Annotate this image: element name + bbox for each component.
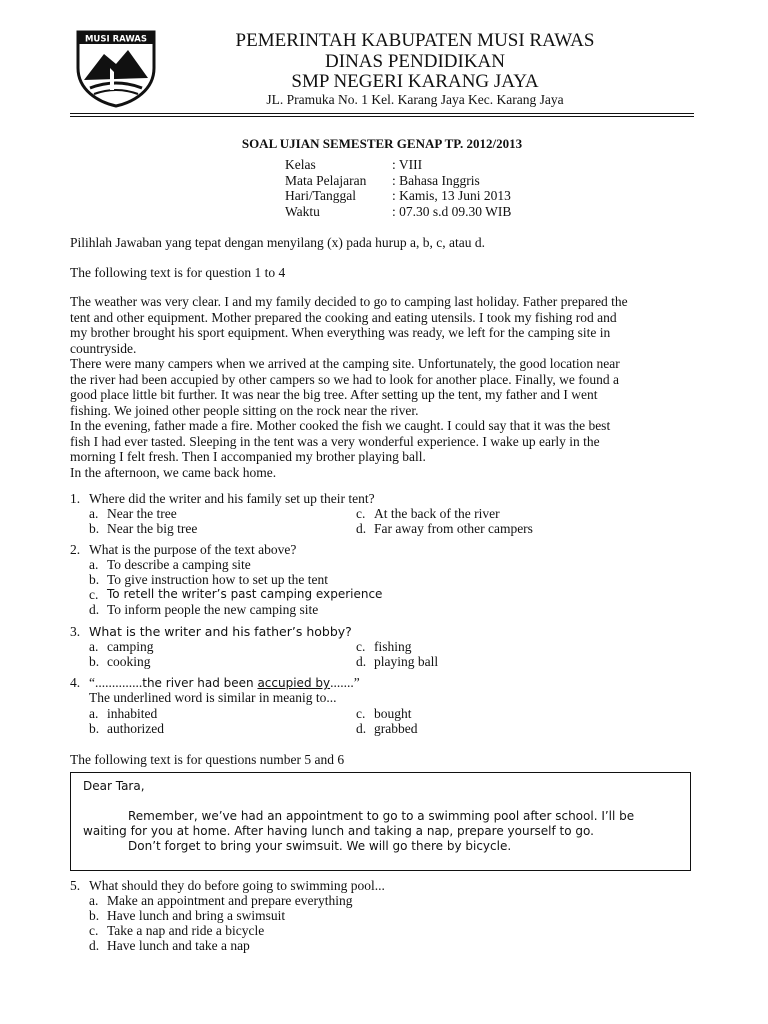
option-letter: d. (356, 654, 367, 669)
option-text: inhabited (107, 706, 158, 721)
option-a (89, 706, 157, 722)
option-letter: b. (89, 721, 100, 736)
text1-intro: The following text is for question 1 to 4 (70, 265, 286, 280)
option-text: authorized (107, 721, 164, 736)
option-text: playing ball (374, 654, 439, 669)
text-line: morning I felt fresh. Then I accompanied my brother playing ball. (70, 449, 426, 464)
option-text: To describe a camping site (107, 557, 251, 572)
option-text: At the back of the river (374, 506, 500, 521)
text-line: fishing. We joined other people sitting on the rock near the river. (70, 402, 419, 418)
letter-box (70, 772, 691, 871)
svg-text:MUSI RAWAS: MUSI RAWAS (84, 34, 148, 45)
option-text: Make an appointment and prepare everything (107, 893, 353, 908)
text-line: In the evening, father made a fire. Mother cooked the fish we caught. I could say that it was the best (70, 418, 611, 433)
option-text: grabbed (374, 721, 418, 736)
option-letter: b. (89, 572, 100, 587)
letterhead-address: JL. Pramuka No. 1 Kel. Karang Jaya Kec. Karang Jaya (266, 92, 564, 107)
letterhead-school: SMP NEGERI KARANG JAYA (291, 71, 539, 92)
option-text: Take a nap and ride a bicycle (107, 923, 265, 938)
question-text: What is the purpose of the text above? (89, 542, 297, 557)
info-key: Kelas (285, 157, 316, 172)
option-d (356, 521, 533, 537)
option-text: To inform people the new camping site (107, 602, 319, 617)
option-letter: c. (356, 639, 366, 654)
quote-open: “.............. (89, 675, 143, 690)
musi-rawas-logo (70, 28, 162, 108)
text-line: my brother brought his sport equipment. When everything was ready, we left for the camping site in (70, 325, 611, 340)
info-value: : Bahasa Inggris (392, 172, 480, 188)
option-b (89, 721, 164, 737)
letter-line: Remember, we’ve had an appointment to go to a swimming pool after school. I’ll be (128, 809, 635, 823)
header-rule (70, 113, 694, 114)
question-text: What should they do before going to swimming pool... (89, 878, 385, 893)
quote-close: .......” (330, 675, 360, 690)
option-a (89, 639, 154, 655)
question-number: 1. (70, 491, 81, 506)
exam-info (285, 157, 511, 219)
info-key: Hari/Tanggal (285, 188, 357, 203)
option-letter: c. (89, 923, 99, 938)
option-letter: d. (356, 721, 367, 736)
option-letter: b. (89, 521, 100, 536)
question-text: The underlined word is similar in meanig to... (89, 690, 337, 705)
info-key: Waktu (285, 203, 320, 219)
option-text: To retell the writer’s past camping experience (107, 587, 383, 601)
option-d (89, 938, 250, 954)
text-line: fish I had ever tasted. Sleeping in the tent was a very wonderful experience. I wake up early in the (70, 433, 600, 449)
letter-line: Don’t forget to bring your swimsuit. We will go there by bicycle. (128, 839, 512, 853)
option-letter: d. (356, 521, 367, 536)
text-line: countryside. (70, 340, 137, 356)
option-c (89, 923, 264, 939)
quote-text: the river had been (142, 676, 258, 690)
letter-line: waiting for you at home. After having lunch and taking a nap, prepare yourself to go. (83, 824, 594, 838)
option-b (89, 521, 197, 537)
option-c (356, 639, 412, 655)
option-a (89, 557, 251, 573)
option-letter: a. (89, 893, 99, 908)
option-d (356, 654, 438, 670)
option-letter: c. (89, 587, 99, 602)
reading-text (70, 294, 697, 480)
option-b (89, 654, 151, 670)
option-letter: d. (89, 938, 100, 953)
option-b (89, 908, 285, 924)
option-a (89, 893, 353, 909)
underlined-word: accupied by (257, 676, 331, 690)
text-line: tent and other equipment. Mother prepared the cooking and eating utensils. I took my fishing rod and (70, 309, 617, 325)
option-c (356, 706, 412, 722)
question-text: What is the writer and his father’s hobby? (89, 624, 352, 639)
option-c (356, 506, 500, 522)
question-number: 2. (70, 542, 81, 557)
option-letter: c. (356, 506, 366, 521)
text-line: There were many campers when we arrived at the camping site. Unfortunately, the good location near (70, 356, 620, 371)
option-letter: b. (89, 908, 100, 923)
text-line: In the afternoon, we came back home. (70, 464, 277, 480)
text2-intro: The following text is for questions number 5 and 6 (70, 752, 345, 767)
option-a (89, 506, 177, 522)
letterhead-government: PEMERINTAH KABUPATEN MUSI RAWAS (235, 30, 595, 51)
letterhead-department: DINAS PENDIDIKAN (325, 51, 505, 72)
text-line: the river had been accupied by other campers so we had to look for another place. Finally, we found a (70, 371, 620, 387)
header-rule (70, 116, 694, 117)
option-text: Have lunch and bring a swimsuit (107, 908, 286, 923)
info-key: Mata Pelajaran (285, 172, 367, 188)
option-text: cooking (107, 654, 151, 669)
info-value: : Kamis, 13 Juni 2013 (392, 188, 511, 203)
option-text: Have lunch and take a nap (107, 938, 250, 953)
text-line: good place little bit further. It was near the big tree. After setting up the tent, my father and I went (70, 387, 598, 402)
option-d (89, 602, 318, 618)
option-letter: a. (89, 506, 99, 521)
option-text: camping (107, 639, 154, 654)
instruction: Pilihlah Jawaban yang tepat dengan menyilang (x) pada hurup a, b, c, atau d. (70, 235, 485, 250)
option-letter: a. (89, 706, 99, 721)
option-text: Near the tree (107, 506, 177, 521)
option-text: Far away from other campers (374, 521, 533, 536)
option-d (356, 721, 417, 737)
option-text: bought (374, 706, 412, 721)
question-number: 3. (70, 624, 81, 639)
option-letter: d. (89, 602, 100, 617)
option-text: Near the big tree (107, 521, 198, 536)
question-number: 5. (70, 878, 81, 893)
text-line: The weather was very clear. I and my family decided to go to camping last holiday. Father prepared the (70, 294, 628, 309)
question-number: 4. (70, 675, 81, 690)
letter-greeting: Dear Tara, (83, 779, 145, 793)
option-letter: b. (89, 654, 100, 669)
option-letter: a. (89, 557, 99, 572)
option-c (89, 587, 382, 603)
exam-title: SOAL UJIAN SEMESTER GENAP TP. 2012/2013 (241, 136, 523, 151)
option-letter: c. (356, 706, 366, 721)
info-value: : VIII (392, 157, 423, 172)
option-letter: a. (89, 639, 99, 654)
option-text: fishing (374, 639, 412, 654)
option-text: To give instruction how to set up the tent (107, 572, 329, 587)
question-text: Where did the writer and his family set up their tent? (89, 491, 375, 506)
info-value: : 07.30 s.d 09.30 WIB (392, 203, 512, 219)
option-b (89, 572, 328, 588)
